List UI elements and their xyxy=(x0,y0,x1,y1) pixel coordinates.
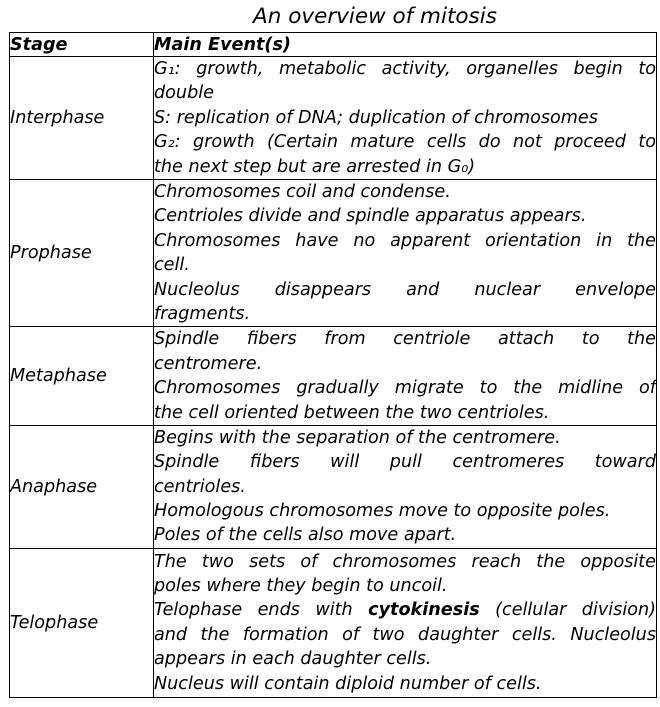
event-line: G₁: growth, metabolic activity, organelles begin to xyxy=(154,59,656,80)
events-cell xyxy=(154,180,657,327)
stage-name: Metaphase xyxy=(10,327,154,426)
events-cell xyxy=(154,548,657,697)
event-line: the next step but are arrested in G₀) xyxy=(154,156,476,177)
event-line: S: replication of DNA; duplication of chromosomes xyxy=(154,107,598,128)
event-line: fragments. xyxy=(154,303,251,324)
events-cell xyxy=(154,425,657,548)
event-line: Poles of the cells also move apart. xyxy=(154,525,457,546)
cytokinesis-term: cytokinesis xyxy=(368,600,480,621)
event-line: poles where they begin to uncoil. xyxy=(154,576,448,597)
event-line: Homologous chromosomes move to opposite poles. xyxy=(154,501,611,522)
event-line: Chromosomes have no apparent orientation in the xyxy=(154,230,656,251)
event-line-mixed xyxy=(154,598,656,622)
event-line: Begins with the separation of the centromere. xyxy=(154,427,561,448)
event-line: Spindle fibers will pull centromeres toward xyxy=(154,452,656,473)
event-line: double xyxy=(154,83,214,104)
event-line: Nucleus will contain diploid number of cells. xyxy=(154,673,542,694)
table-row-telophase xyxy=(10,548,657,697)
event-line: Chromosomes coil and condense. xyxy=(154,182,451,202)
events-cell xyxy=(154,57,657,180)
events-cell xyxy=(154,327,657,426)
stage-name: Telophase xyxy=(10,548,154,697)
events-column-header: Main Event(s) xyxy=(154,33,657,57)
event-line: the cell oriented between the two centrioles. xyxy=(154,402,550,423)
table-row-prophase xyxy=(10,180,657,327)
table-row-interphase xyxy=(10,57,657,180)
document-title: An overview of mitosis xyxy=(253,4,497,29)
event-line: appears in each daughter cells. xyxy=(154,649,432,670)
event-line: centrioles. xyxy=(154,476,246,497)
table-header-row xyxy=(10,33,657,57)
stage-name: Interphase xyxy=(10,57,154,180)
event-line: cell. xyxy=(154,255,190,276)
stage-name: Prophase xyxy=(10,180,154,327)
event-line: Chromosomes gradually migrate to the midline of xyxy=(154,378,656,399)
event-line: The two sets of chromosomes reach the opposite xyxy=(154,551,656,572)
table-row-metaphase xyxy=(10,327,657,426)
mitosis-table xyxy=(9,32,657,698)
stage-column-header: Stage xyxy=(10,33,154,57)
event-line: Nucleolus disappears and nuclear envelope xyxy=(154,279,656,300)
table-row-anaphase xyxy=(10,425,657,548)
event-text: Telophase ends with xyxy=(154,600,353,621)
stage-name: Anaphase xyxy=(10,425,154,548)
event-line: G₂: growth (Certain mature cells do not proceed to xyxy=(154,132,656,153)
event-line: centromere. xyxy=(154,353,263,374)
event-text: (cellular division) xyxy=(495,600,656,621)
event-line: Spindle fibers from centriole attach to the xyxy=(154,329,656,350)
event-line: and the formation of two daughter cells. Nucleolus xyxy=(154,624,656,645)
event-line: Centrioles divide and spindle apparatus appears. xyxy=(154,206,587,227)
